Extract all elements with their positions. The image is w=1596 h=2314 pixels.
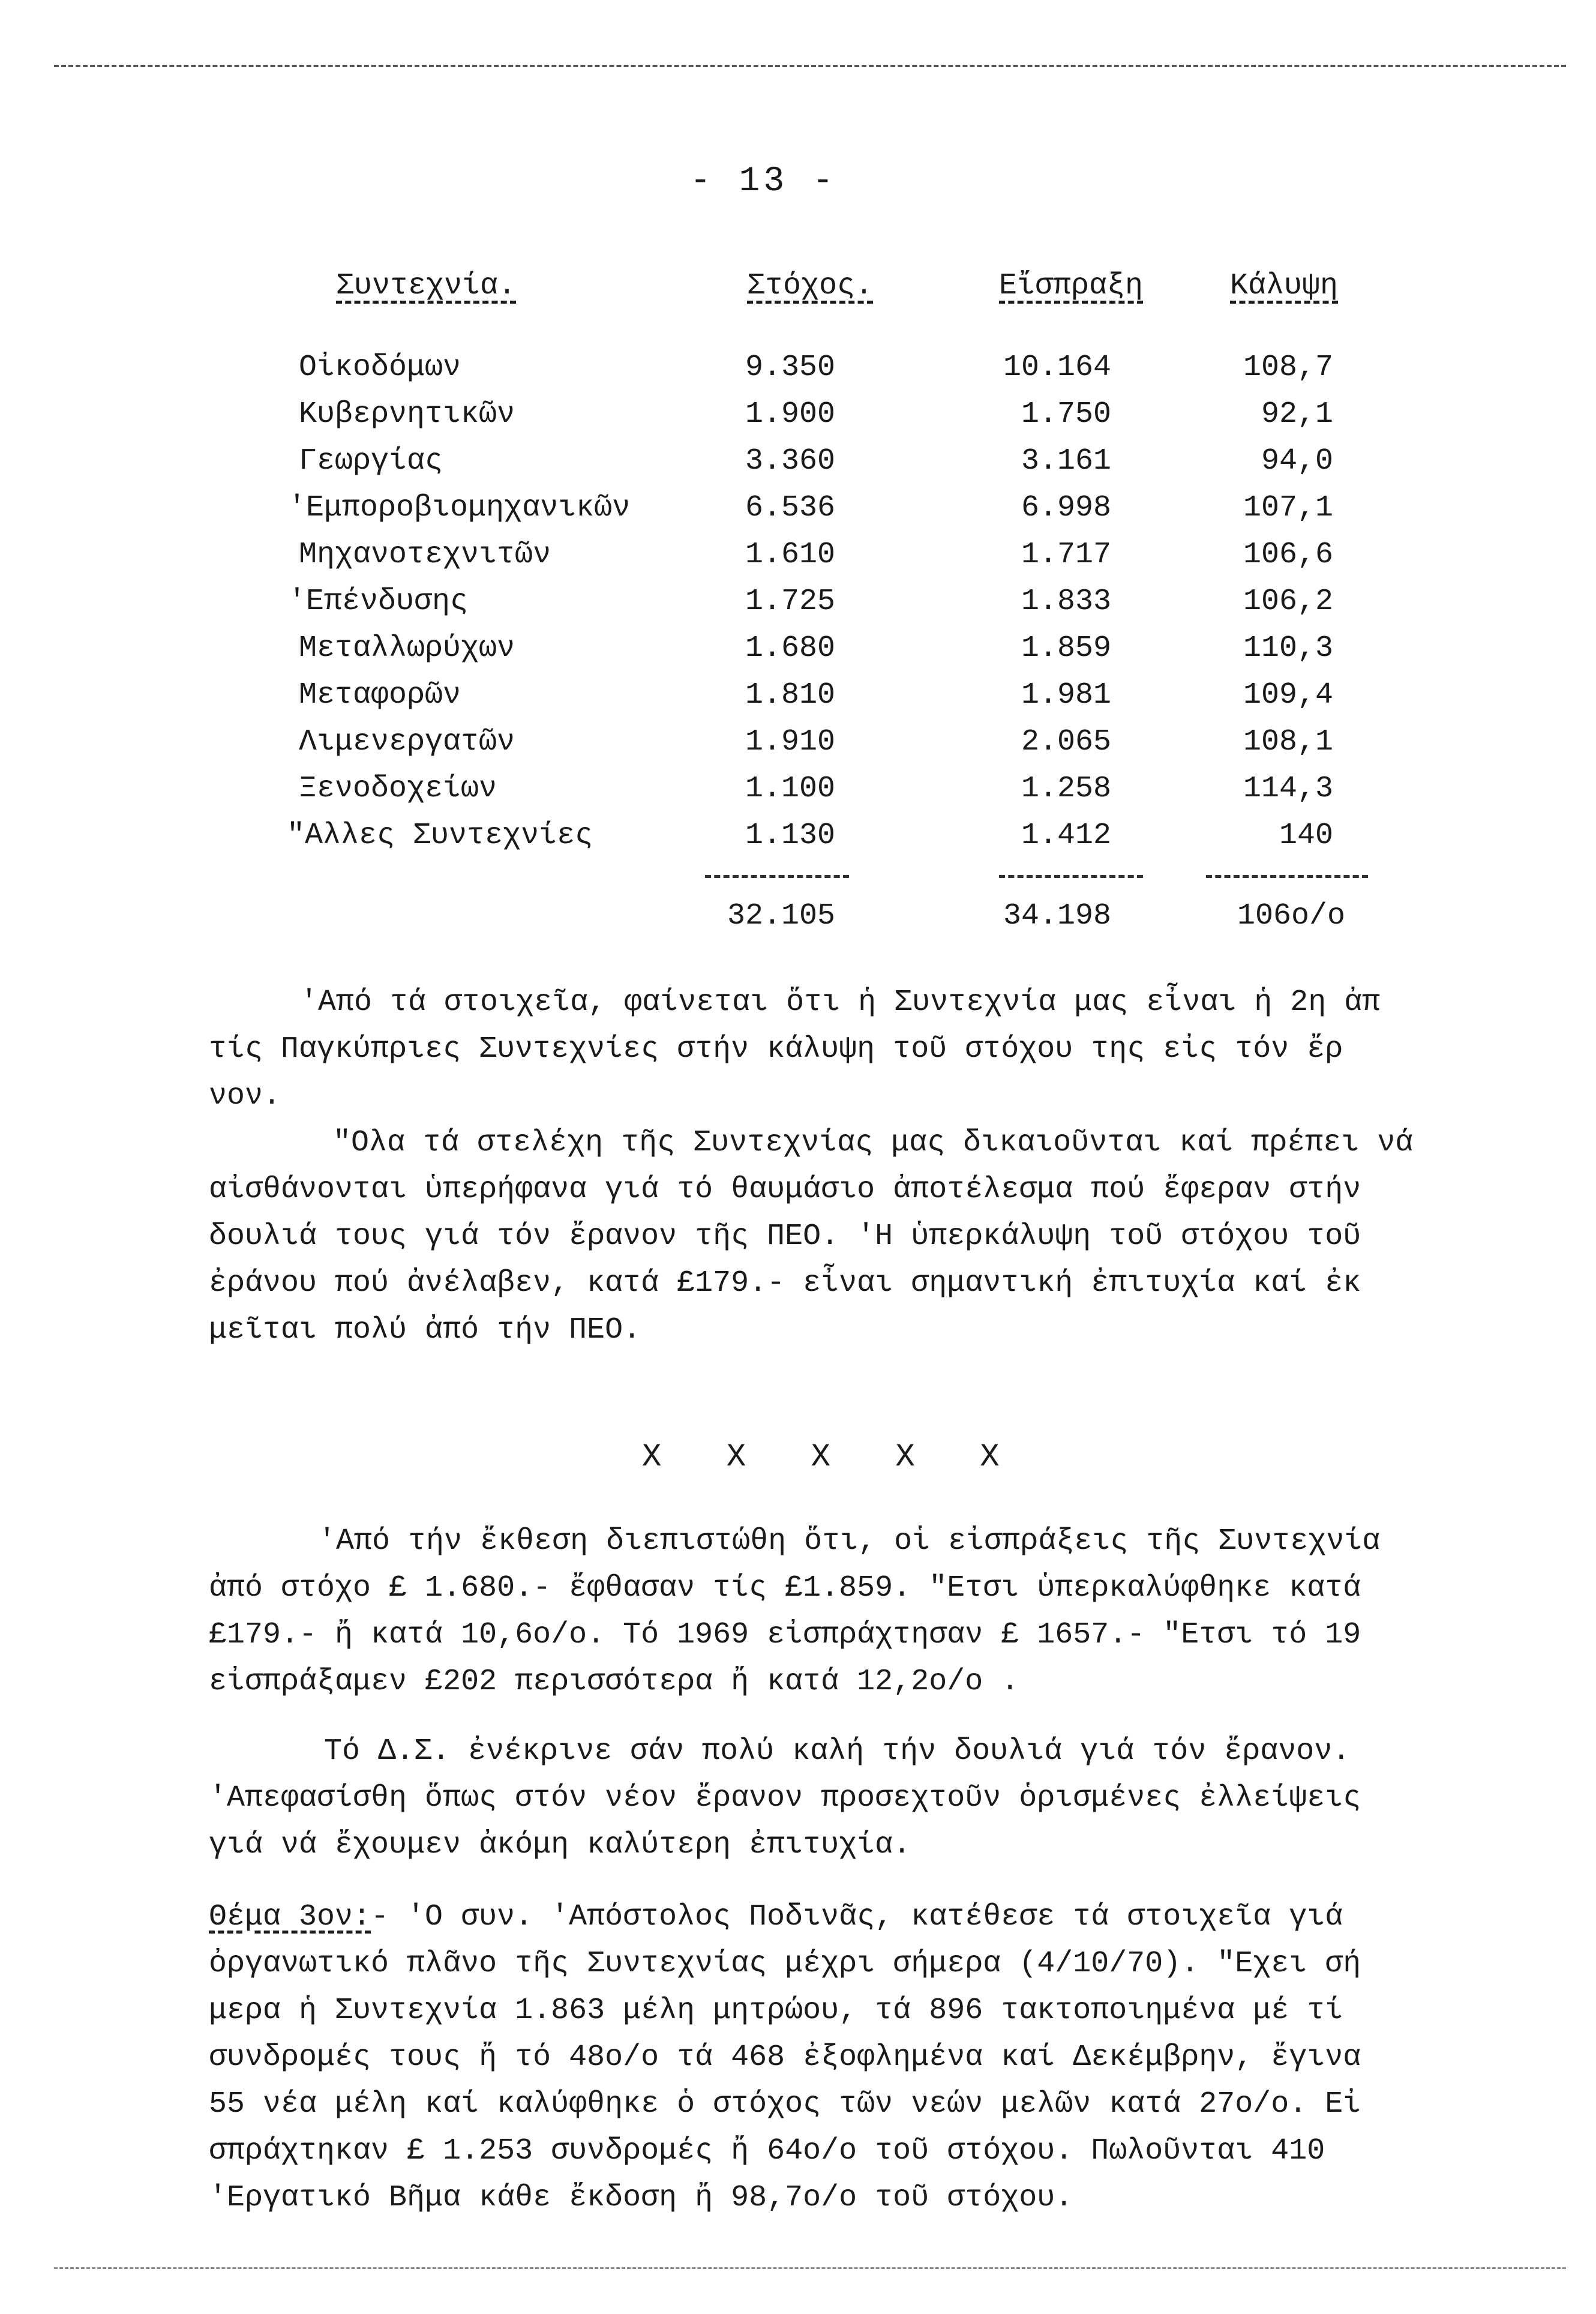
row-target: 9.350 xyxy=(745,350,835,385)
paragraph-line: συνδρομές τους ἤ τό 48ο/ο τά 468 ἐξοφλημένα καί Δεκέμβρην, ἔγινα xyxy=(209,2040,1361,2075)
totals-row xyxy=(0,899,1596,946)
total-separator-target xyxy=(705,875,849,878)
paragraph-line: Τό Δ.Σ. ἐνέκρινε σάν πολύ καλή τήν δουλιά γιά τόν ἔρανον. xyxy=(324,1734,1351,1769)
paragraph-line: ἐράνου πού ἀνέλαβεν, κατά £179.- εἶναι σημαντική ἐπιτυχία καί ἐκ xyxy=(209,1266,1361,1300)
table-row xyxy=(0,678,1596,725)
paragraph-line xyxy=(209,1900,1343,1934)
row-union: Μεταλλωρύχων xyxy=(299,631,515,666)
row-union: Κυβερνητικῶν xyxy=(299,397,515,431)
table-row xyxy=(0,350,1596,397)
row-target: 6.536 xyxy=(745,491,835,525)
paragraph-line: εἰσπράξαμεν £202 περισσότερα ἤ κατά 12,2ο/ο . xyxy=(209,1665,1019,1699)
row-collection: 1.717 xyxy=(1021,538,1111,572)
row-union: "Αλλες Συντεχνίες xyxy=(287,819,593,853)
row-target: 1.100 xyxy=(745,772,835,806)
paragraph-line: 'Από τήν ἔκθεση διεπιστώθη ὅτι, οἱ εἰσπράξεις τῆς Συντεχνία xyxy=(318,1524,1381,1558)
paragraph-text: - 'Ο συν. 'Απόστολος Ποδινᾶς, κατέθεσε τά στοιχεῖα γιά xyxy=(371,1900,1343,1934)
row-collection: 6.998 xyxy=(1021,491,1111,525)
row-coverage: 94,0 xyxy=(1261,444,1333,478)
paragraph-line: μεῖται πολύ ἀπό τήν ΠΕΟ. xyxy=(209,1313,641,1347)
bottom-dashed-rule xyxy=(54,2267,1566,2269)
row-coverage: 106,2 xyxy=(1243,585,1333,619)
total-collection: 34.198 xyxy=(1003,899,1111,933)
row-collection: 1.859 xyxy=(1021,631,1111,666)
row-union: Μηχανοτεχνιτῶν xyxy=(299,538,551,572)
row-coverage: 106,6 xyxy=(1243,538,1333,572)
row-target: 3.360 xyxy=(745,444,835,478)
row-union: Λιμενεργατῶν xyxy=(299,725,515,759)
row-coverage: 108,1 xyxy=(1243,725,1333,759)
row-union: Γεωργίας xyxy=(299,444,443,478)
row-target: 1.725 xyxy=(745,585,835,619)
paragraph-line: £179.- ἤ κατά 10,6ο/ο. Τό 1969 εἰσπράχτησαν £ 1657.- "Ετσι τό 19 xyxy=(209,1618,1361,1652)
row-union: Οἰκοδόμων xyxy=(299,350,461,385)
topic-label: Θέμα 3ον: xyxy=(209,1900,371,1934)
row-coverage: 92,1 xyxy=(1261,397,1333,431)
top-dashed-rule xyxy=(54,65,1566,67)
paragraph-line: ἀπό στόχο £ 1.680.- ἔφθασαν τίς £1.859. "Ετσι ὑπερκαλύφθηκε κατά xyxy=(209,1571,1361,1605)
row-coverage: 114,3 xyxy=(1243,772,1333,806)
total-separator-coverage xyxy=(1206,875,1368,878)
table-row xyxy=(0,491,1596,538)
paragraph-line: τίς Παγκύπριες Συντεχνίες στήν κάλυψη τοῦ στόχου της εἰς τόν ἔρ xyxy=(209,1032,1343,1066)
header-target: Στόχος. xyxy=(747,269,874,303)
row-collection: 1.750 xyxy=(1021,397,1111,431)
total-separator-collection xyxy=(999,875,1143,878)
row-coverage: 108,7 xyxy=(1243,350,1333,385)
row-target: 1.680 xyxy=(745,631,835,666)
row-collection: 10.164 xyxy=(1003,350,1111,385)
row-collection: 1.833 xyxy=(1021,585,1111,619)
row-coverage: 140 xyxy=(1279,819,1333,853)
row-target: 1.130 xyxy=(745,819,835,853)
header-coverage: Κάλυψη xyxy=(1230,269,1339,303)
table-row xyxy=(0,772,1596,819)
total-coverage: 106ο/ο xyxy=(1237,899,1345,933)
row-union: Ξενοδοχείων xyxy=(299,772,497,806)
paragraph-line: 'Εργατικό Βῆμα κάθε ἔκδοση ἤ 98,7ο/ο τοῦ στόχου. xyxy=(209,2181,1073,2215)
paragraph-line: δουλιά τους γιά τόν ἔρανον τῆς ΠΕΟ. 'Η ὑπερκάλυψη τοῦ στόχου τοῦ xyxy=(209,1219,1361,1254)
paragraph-line: αἰσθάνονται ὑπερήφανα γιά τό θαυμάσιο ἀποτέλεσμα πού ἔφεραν στήν xyxy=(209,1173,1361,1207)
row-coverage: 109,4 xyxy=(1243,678,1333,712)
row-coverage: 107,1 xyxy=(1243,491,1333,525)
table-row xyxy=(0,397,1596,444)
total-target: 32.105 xyxy=(727,899,835,933)
paragraph-line: 55 νέα μέλη καί καλύφθηκε ὁ στόχος τῶν νεών μελῶν κατά 27ο/ο. Εἰ xyxy=(209,2087,1361,2121)
table-row xyxy=(0,819,1596,865)
paragraph-line: "Ολα τά στελέχη τῆς Συντεχνίας μας δικαιοῦνται καί πρέπει νά xyxy=(333,1126,1414,1160)
paragraph-line: νον. xyxy=(209,1079,281,1113)
table-row xyxy=(0,444,1596,491)
row-union: Μεταφορῶν xyxy=(299,678,461,712)
paragraph-line: μερα ἡ Συντεχνία 1.863 μέλη μητρώου, τά 896 τακτοποιημένα μέ τί xyxy=(209,1994,1343,2028)
table-row xyxy=(0,725,1596,772)
page-number: - 13 - xyxy=(690,162,837,201)
section-separator: X X X X X xyxy=(642,1439,1022,1476)
table-row xyxy=(0,631,1596,678)
row-union: 'Επένδυσης xyxy=(288,585,469,619)
row-collection: 2.065 xyxy=(1021,725,1111,759)
row-collection: 1.412 xyxy=(1021,819,1111,853)
paragraph-line: γιά νά ἔχουμεν ἀκόμη καλύτερη ἐπιτυχία. xyxy=(209,1828,911,1862)
row-collection: 3.161 xyxy=(1021,444,1111,478)
paragraph-line: 'Απεφασίσθη ὅπως στόν νέον ἔρανον προσεχτοῦν ὁρισμένες ἐλλείψεις xyxy=(209,1781,1361,1815)
paragraph-line: σπράχτηκαν £ 1.253 συνδρομές ἤ 64ο/ο τοῦ στόχου. Πωλοῦνται 410 xyxy=(209,2134,1325,2168)
row-target: 1.610 xyxy=(745,538,835,572)
row-union: 'Εμποροβιομηχανικῶν xyxy=(288,491,631,525)
row-collection: 1.981 xyxy=(1021,678,1111,712)
header-union: Συντεχνία. xyxy=(336,269,517,303)
paragraph-line: 'Από τά στοιχεῖα, φαίνεται ὅτι ἡ Συντεχνία μας εἶναι ἡ 2η ἀπ xyxy=(300,985,1381,1020)
table-row xyxy=(0,585,1596,631)
table-row xyxy=(0,538,1596,585)
row-collection: 1.258 xyxy=(1021,772,1111,806)
row-target: 1.910 xyxy=(745,725,835,759)
row-target: 1.900 xyxy=(745,397,835,431)
row-target: 1.810 xyxy=(745,678,835,712)
paragraph-line: ὀργανωτικό πλᾶνο τῆς Συντεχνίας μέχρι σήμερα (4/10/70). "Εχει σή xyxy=(209,1947,1361,1981)
header-collection: Εἴσπραξη xyxy=(999,269,1144,303)
row-coverage: 110,3 xyxy=(1243,631,1333,666)
